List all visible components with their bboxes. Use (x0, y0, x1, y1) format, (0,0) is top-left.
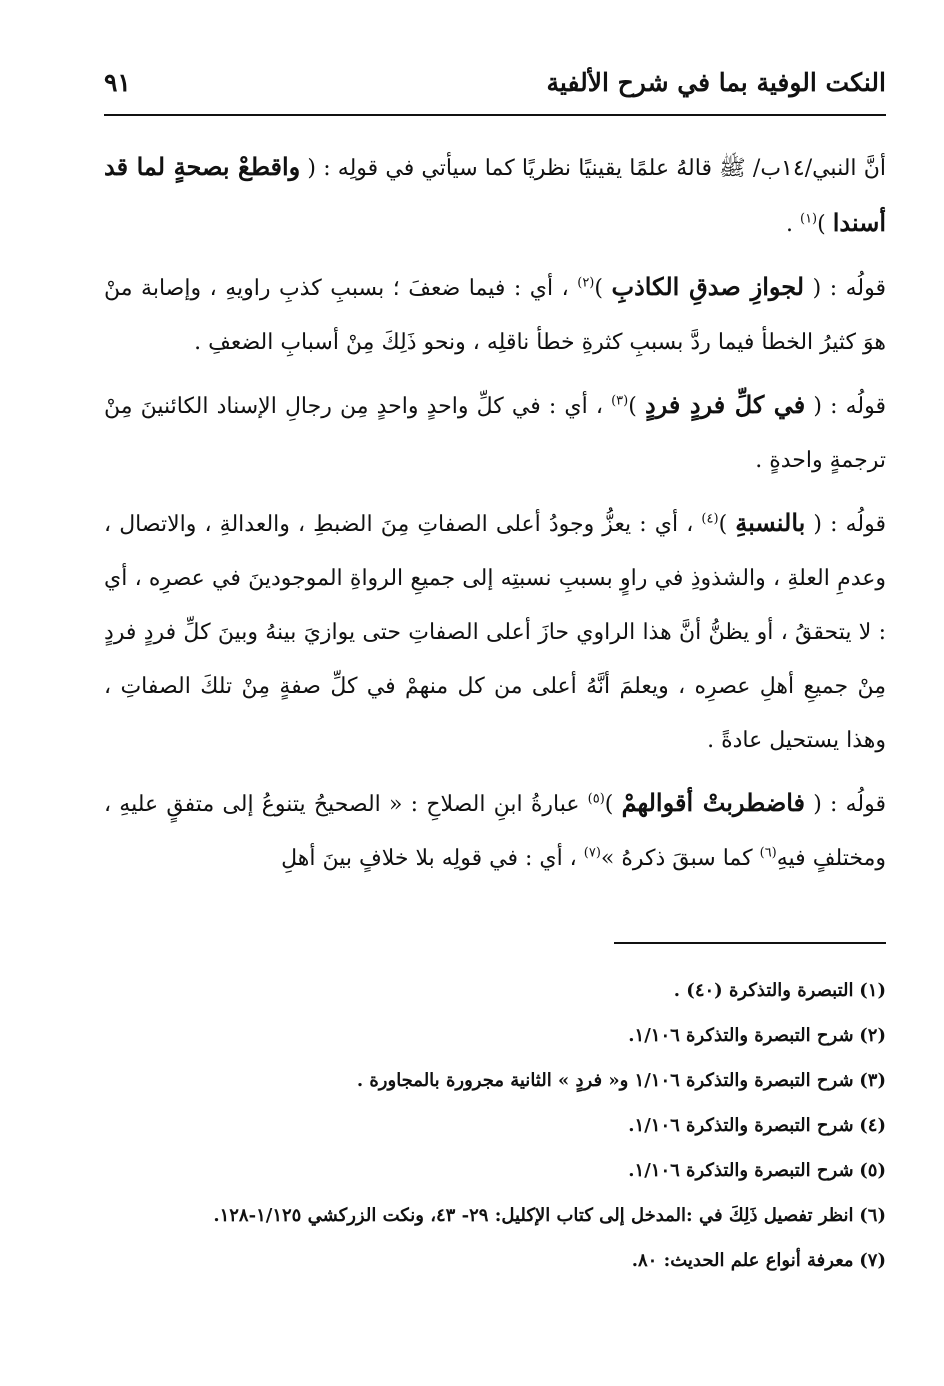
paragraph-text: ) (604, 792, 622, 817)
footnote-text: انظر تفصيل ذَلِكَ في :المدخل إلى كتاب الإكليل: ٢٩- ٤٣، ونكت الزركشي ١/١٢٥-١٢٨. (213, 1205, 854, 1226)
footnote-ref: (١) (799, 211, 818, 227)
footnote-ref: (٣) (611, 393, 629, 409)
paragraph-text: ، أي : في قولِه بلا خلافٍ بينَ أهلِ (281, 846, 584, 871)
paragraph (104, 140, 886, 252)
paragraph (104, 776, 886, 886)
quoted-term: لجوازِ صدقِ الكاذبِ (611, 272, 805, 301)
footnote (104, 1103, 886, 1148)
paragraph-text: عبارةُ ابنِ الصلاحِ : « الصحيحُ يتنوعُ إلى متفقٍ عليهِ ، ومختلفٍ فيهِ (104, 792, 886, 871)
footnote-ref: (٤) (701, 511, 719, 527)
footnote (104, 968, 886, 1013)
footnote-text: شرح التبصرة والتذكرة ١/١٠٦. (628, 1025, 854, 1046)
paragraph-text: ، أي : يعزُّ وجودُ أعلى الصفاتِ مِنَ الضبطِ ، والعدالةِ ، والاتصال ، وعدمِ العلةِ ، والشذوذِ في راوٍ بسببِ نسبتِه إلى جميعِ الرواةِ الموجودينَ في عصرِه ، أي : لا يتحققُ ، أو يظنُّ أنَّ هذا الراوي حازَ أعلى الصفاتِ حتى يوازيَ بينهُ وبينَ كلِّ فردٍ فردٍ مِنْ جميعِ أهلِ عصرِه ، ويعلمَ أنَّهُ أعلى من كل منهمْ في كلِّ صفةٍ مِنْ تلكَ الصفاتِ ، وهذا يستحيل عادةً . (104, 512, 886, 753)
running-title: النكت الوفية بما في شرح الألفية (546, 68, 886, 97)
footnote-number: (٢) (859, 1025, 886, 1046)
footnote-number: (٤) (859, 1115, 886, 1136)
paragraph-text: كما سبقَ ذكرهُ » (600, 846, 760, 871)
body-text (104, 140, 886, 894)
paragraph-text: قولُه : ( (804, 276, 886, 301)
footnote (104, 1148, 886, 1193)
footnote-number: (٣) (859, 1070, 886, 1091)
paragraph-text: أنَّ النبي/١٤ب/ ﷺ قالهُ علمًا يقينيًا نظريًا كما سيأتي في قولِه : ( (300, 156, 886, 181)
footnote-ref: (٢) (577, 275, 595, 291)
footnotes (104, 968, 886, 1283)
quoted-term: في كلِّ فردٍ فردٍ (644, 390, 806, 419)
paragraph-text: قولُه : ( (805, 394, 887, 419)
footnote-text: شرح التبصرة والتذكرة ١/١٠٦. (628, 1115, 854, 1136)
paragraph-text: قولُه : ( (805, 792, 886, 817)
footnote (104, 1193, 886, 1238)
footnote-text: شرح التبصرة والتذكرة ١/١٠٦ و« فردٍ » الثانية مجرورة بالمجاورة . (356, 1070, 854, 1091)
footnote (104, 1238, 886, 1283)
paragraph-text: قولُه : ( (805, 512, 887, 537)
footnote-text: معرفة أنواع علم الحديث: ٨٠. (631, 1250, 854, 1271)
paragraph-text: ) (594, 276, 612, 301)
quoted-term: فاضطربتْ أقوالهمْ (621, 788, 806, 817)
footnote-number: (٥) (859, 1160, 886, 1181)
footnote (104, 1013, 886, 1058)
footnote-number: (٦) (859, 1205, 886, 1226)
page-number: ٩١ (104, 68, 131, 97)
paragraph-text: ) (718, 512, 736, 537)
quoted-term: واقطعْ بصحةٍ لما قد أسندا (104, 152, 886, 237)
paragraph-text: ) (817, 212, 833, 237)
paragraph-text: ) (628, 394, 645, 419)
footnote-text: شرح التبصرة والتذكرة ١/١٠٦. (628, 1160, 854, 1181)
footnote (104, 1058, 886, 1103)
footnote-ref: (٦) (759, 845, 777, 861)
footnote-number: (١) (859, 980, 886, 1001)
quoted-term: بالنسبةِ (735, 508, 806, 537)
paragraph (104, 260, 886, 370)
paragraph (104, 378, 886, 488)
page-header (104, 66, 886, 116)
footnote-ref: (٥) (587, 791, 605, 807)
paragraph-text: . (785, 212, 800, 237)
paragraph-text: ، أي : فيما ضعفَ ؛ بسببِ كذبِ راويهِ ، وإصابة منْ هوَ كثيرُ الخطأ فيما ردَّ بسببِ كثرةِ خطأ ناقلِه ، ونحو ذَلِكَ مِنْ أسبابِ الضعفِ . (104, 276, 886, 355)
footnote-text: التبصرة والتذكرة (٤٠) . (673, 980, 854, 1001)
footnote-ref: (٧) (583, 845, 601, 861)
paragraph (104, 496, 886, 768)
footnote-separator (614, 942, 886, 944)
paragraph-text: ، أي : في كلِّ واحدٍ واحدٍ مِن رجالِ الإسناد الكائنينَ مِنْ ترجمةٍ واحدةٍ . (104, 394, 886, 473)
footnote-number: (٧) (859, 1250, 886, 1271)
